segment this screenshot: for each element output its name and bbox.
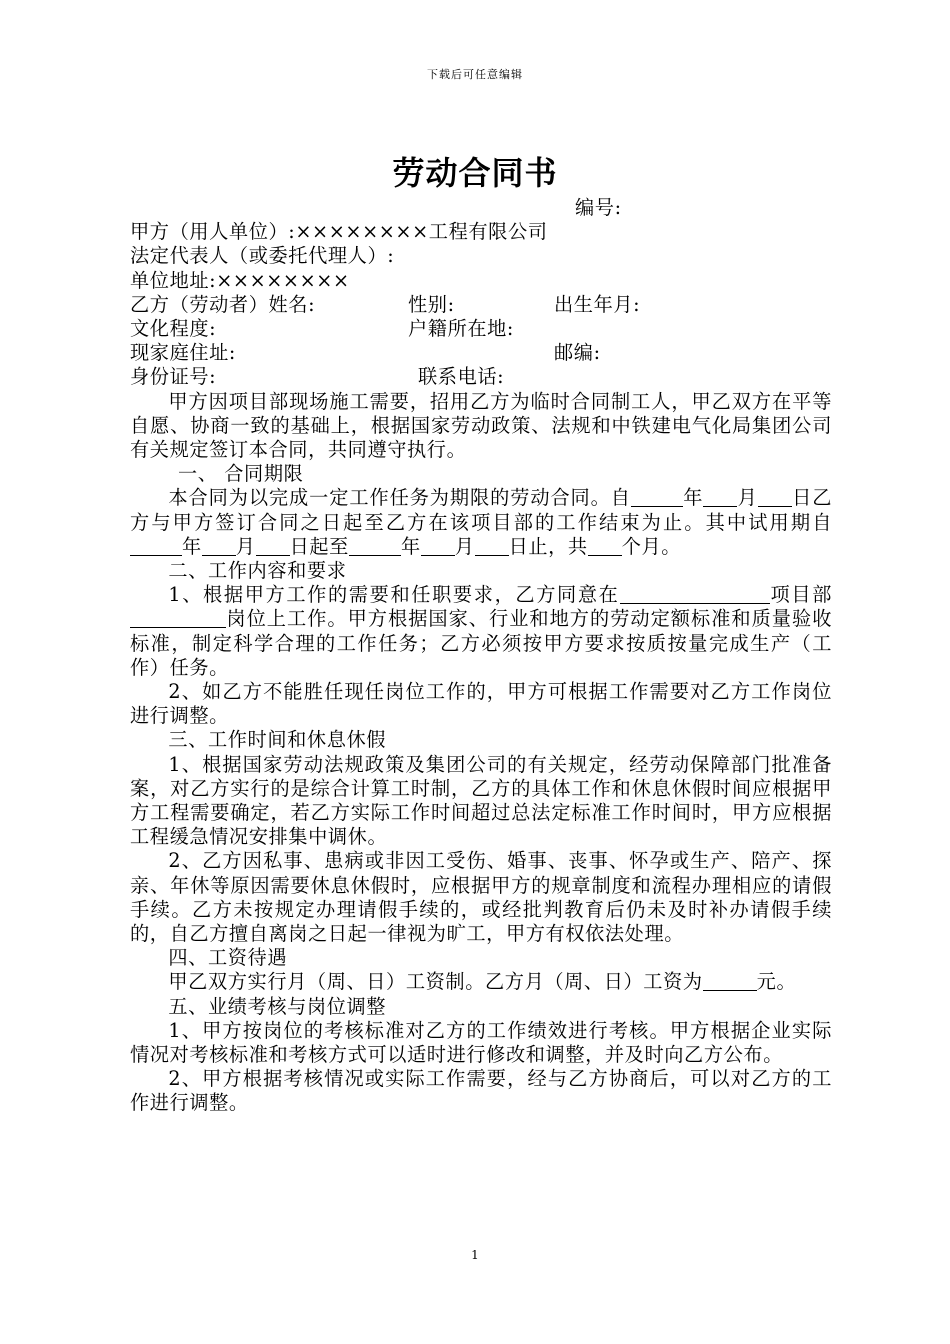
section-3-paragraph-1: 1、根据国家劳动法规政策及集团公司的有关规定，经劳动保障部门批准备案，对乙方实行的是综合计算工时制，乙方的具体工作和休息休假时间应根据甲方工程需要确定，若乙方实际工作时间超过总法定标准工作时间时，甲方应根据工程缓急情况安排集中调休。 bbox=[130, 752, 832, 849]
s2p1-text-c: 岗位上工作。甲方根据国家、行业和地方的劳动定额标准和质量验收标准，制定科学合理的工作任务；乙方必须按甲方要求按质按量完成生产（工作）任务。 bbox=[130, 607, 832, 679]
legal-rep-line bbox=[130, 244, 832, 268]
section-1-paragraph bbox=[130, 486, 832, 559]
id-line bbox=[130, 365, 832, 389]
probation-month-text: 月 bbox=[235, 534, 256, 558]
section-3-heading: 三、工作时间和休息休假 bbox=[168, 728, 387, 752]
section-3-paragraph-2: 2、乙方因私事、患病或非因工受伤、婚事、丧事、怀孕或生产、陪产、探亲、年休等原因需要休息休假时，应根据甲方的规章制度和流程办理相应的请假手续。乙方未按规定办理请假手续的，或经批判教育后仍未及时补办请假手续的，自乙方擅自离岗之日起一律视为旷工，甲方有权依法处理。 bbox=[130, 849, 832, 945]
party-b-label: 乙方（劳动者）姓名: bbox=[130, 292, 316, 316]
page-header: 下载后可任意编辑 bbox=[427, 68, 523, 81]
term-text-1: 本合同为以完成一定工作任务为期限的劳动合同。自 bbox=[168, 486, 631, 510]
section-5-heading: 五、业绩考核与岗位调整 bbox=[168, 994, 387, 1018]
probation-end-year-blank bbox=[349, 537, 401, 556]
probation-end-month-blank bbox=[421, 537, 455, 556]
section-1-heading: 一、 合同期限 bbox=[178, 462, 304, 486]
section-4-paragraph-1 bbox=[130, 970, 832, 994]
gender-label: 性别: bbox=[408, 292, 455, 316]
probation-end-year-text: 年 bbox=[400, 534, 421, 558]
document-title: 劳动合同书 bbox=[392, 154, 558, 192]
address-line bbox=[130, 269, 832, 293]
intro-paragraph: 甲方因项目部现场施工需要，招用乙方为临时合同制工人，甲乙双方在平等自愿、协商一致的基础上，根据国家劳动政策、法规和中铁建电气化局集团公司有关规定签订本合同，共同遵守执行。 bbox=[130, 389, 832, 461]
id-label: 身份证号: bbox=[130, 365, 217, 389]
start-month-blank bbox=[703, 488, 737, 507]
address-label: 单位地址: bbox=[130, 268, 217, 292]
s4p1-end: 元。 bbox=[756, 970, 797, 994]
wage-blank bbox=[703, 972, 757, 991]
party-a-value: ××××××××工程有限公司 bbox=[295, 220, 548, 244]
section-2-heading: 二、工作内容和要求 bbox=[168, 558, 347, 582]
term-text-2: 日乙方与甲方签订合同之日起至乙方在该项目部的工作结束为止。其中试用期自 bbox=[130, 486, 832, 534]
probation-start-year-blank bbox=[130, 537, 182, 556]
education-label: 文化程度: bbox=[130, 316, 217, 340]
number-line bbox=[130, 196, 832, 220]
contract-body bbox=[130, 196, 832, 1116]
party-a-line bbox=[130, 220, 832, 244]
s4p1-text: 甲乙双方实行月（周、日）工资制。乙方月（周、日）工资为 bbox=[168, 970, 703, 994]
probation-end-month-text: 月 bbox=[454, 534, 475, 558]
number-label: 编号: bbox=[575, 196, 622, 219]
position-blank bbox=[130, 609, 226, 628]
section-4-heading: 四、工资待遇 bbox=[168, 946, 288, 970]
birth-label: 出生年月: bbox=[554, 292, 641, 316]
education-line bbox=[130, 317, 832, 341]
address-value: ×××××××× bbox=[216, 268, 350, 292]
probation-start-day-blank bbox=[256, 537, 290, 556]
section-2-paragraph-1 bbox=[130, 583, 832, 680]
page-number: 1 bbox=[471, 1248, 479, 1262]
section-2-paragraph-2: 2、如乙方不能胜任现任岗位工作的，甲方可根据工作需要对乙方工作岗位进行调整。 bbox=[130, 679, 832, 728]
start-day-blank bbox=[758, 488, 792, 507]
home-address-line bbox=[130, 341, 832, 365]
party-a-label: 甲方（用人单位）: bbox=[130, 220, 296, 244]
probation-start-month-blank bbox=[202, 537, 236, 556]
probation-year-text: 年 bbox=[182, 534, 202, 558]
probation-end-text: 日止，共 bbox=[508, 534, 588, 558]
section-5-paragraph-1: 1、甲方按岗位的考核标准对乙方的工作绩效进行考核。甲方根据企业实际情况对考核标准和考核方式可以适时进行修改和调整，并及时向乙方公布。 bbox=[130, 1018, 832, 1066]
probation-months-blank bbox=[588, 537, 622, 556]
postcode-label: 邮编: bbox=[554, 341, 601, 365]
legal-rep-label: 法定代表人（或委托代理人）: bbox=[130, 244, 395, 268]
probation-months-text: 个月。 bbox=[621, 534, 682, 558]
month-text: 月 bbox=[737, 486, 758, 510]
section-5-paragraph-2: 2、甲方根据考核情况或实际工作需要，经与乙方协商后，可以对乙方的工作进行调整。 bbox=[130, 1067, 832, 1115]
probation-to-text: 日起至 bbox=[289, 534, 349, 558]
s2p1-text-a: 1、根据甲方工作的需要和任职要求，乙方同意在 bbox=[168, 583, 620, 607]
hukou-label: 户籍所在地: bbox=[408, 316, 515, 340]
phone-label: 联系电话: bbox=[418, 365, 505, 389]
s2p1-text-b: 项目部 bbox=[769, 583, 832, 607]
probation-end-day-blank bbox=[475, 537, 509, 556]
party-b-line bbox=[130, 293, 832, 317]
project-blank bbox=[620, 585, 770, 604]
year-text: 年 bbox=[682, 486, 704, 510]
start-year-blank bbox=[631, 488, 683, 507]
home-address-label: 现家庭住址: bbox=[130, 341, 237, 365]
